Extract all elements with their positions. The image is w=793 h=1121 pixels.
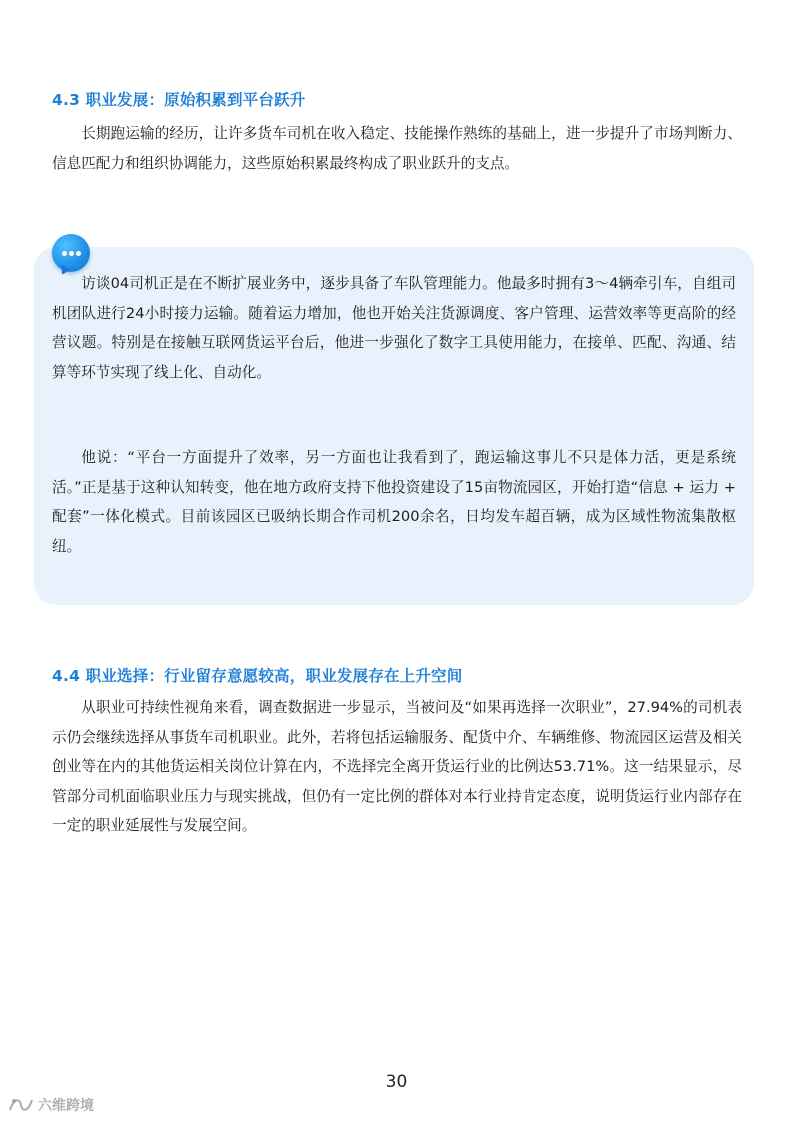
page-number: 30 — [385, 1072, 408, 1092]
callout-paragraph-2: 他说：“平台一方面提升了效率，另一方面也让我看到了，跑运输这事儿不只是体力活，更是系统活。”正是基于这种认知转变，他在地方政府支持下他投资建设了15亩物流园区，开始打造“信息 + 运力 + 配套”一体化模式。目前该园区已吸纳长期合作司机200余名，日均发车超百辆，成为区域性物流集散枢纽。 — [52, 449, 736, 555]
section-4-3-heading: 4.3 职业发展：原始积累到平台跃升 — [52, 91, 306, 109]
watermark-logo-icon — [8, 1096, 34, 1114]
chat-bubble-icon — [52, 234, 90, 272]
section-4-4-paragraph: 从职业可持续性视角来看，调查数据进一步显示，当被问及“如果再选择一次职业”，27.94%的司机表示仍会继续选择从事货车司机职业。此外，若将包括运输服务、配货中介、车辆维修、物流园区运营及相关创业等在内的其他货运相关岗位计算在内，不选择完全离开货运行业的比例达53.71%。这一结果显示，尽管部分司机面临职业压力与现实挑战，但仍有一定比例的群体对本行业持肯定态度，说明货运行业内部存在一定的职业延展性与发展空间。 — [52, 699, 742, 834]
section-4-4-heading: 4.4 职业选择：行业留存意愿较高，职业发展存在上升空间 — [52, 667, 463, 685]
callout-paragraph-1: 访谈04司机正是在不断扩展业务中，逐步具备了车队管理能力。他最多时拥有3～4辆牵引车，自组司机团队进行24小时接力运输。随着运力增加，他也开始关注货源调度、客户管理、运营效率等更高阶的经营议题。特别是在接触互联网货运平台后，他进一步强化了数字工具使用能力，在接单、匹配、沟通、结算等环节实现了线上化、自动化。 — [52, 275, 736, 381]
interview-callout-box — [34, 247, 754, 605]
section-4-3-paragraph: 长期跑运输的经历，让许多货车司机在收入稳定、技能操作熟练的基础上，进一步提升了市场判断力、信息匹配力和组织协调能力，这些原始积累最终构成了职业跃升的支点。 — [52, 125, 742, 172]
watermark — [8, 1094, 94, 1116]
watermark-text: 六维跨境 — [38, 1098, 94, 1114]
